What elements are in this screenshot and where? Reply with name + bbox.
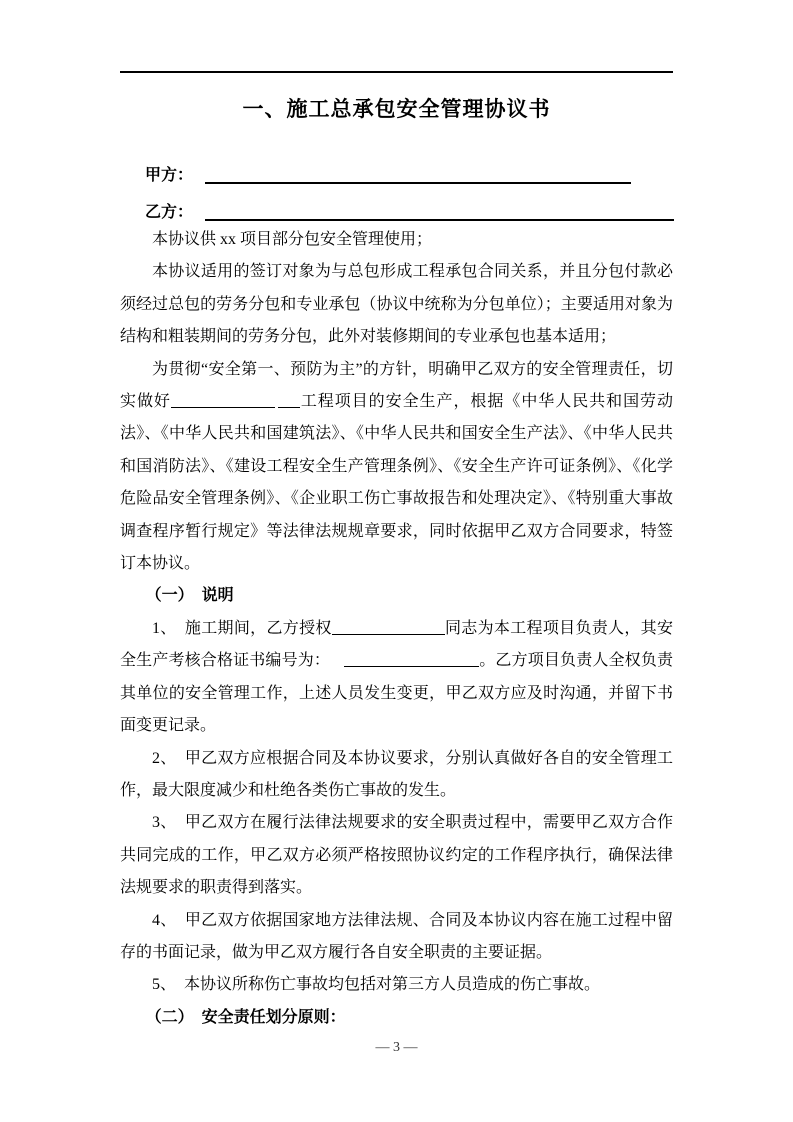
text-run: 4、 甲乙双方依据国家地方法律法规、合同及本协议内容在施工过程中留存的书面记录，做为甲乙双方履行各自安全职责的主要证据。	[120, 911, 673, 961]
paragraph	[120, 256, 673, 353]
paragraph	[120, 224, 673, 256]
text-run: 同志为本工程项目负责人，其安全生产考核合格证书编号为：	[120, 619, 673, 670]
text-run: 3、 甲乙双方在履行法律法规要求的安全职责过程中，需要甲乙双方合作共同完成的工作，甲乙双方必须严格按照协议约定的工作程序执行，确保法律法规要求的职责得到落实。	[120, 814, 673, 897]
paragraph	[120, 905, 673, 970]
section-heading	[120, 580, 673, 612]
party-a-label: 甲方：	[145, 167, 194, 184]
paragraph	[120, 743, 673, 808]
paragraph	[120, 969, 673, 1001]
paragraph	[120, 807, 673, 904]
text-run: 1、 施工期间，乙方授权	[152, 619, 332, 637]
fill-in-blank	[332, 618, 445, 635]
text-run: 本协议适用的签订对象为与总包形成工程承包合同关系，并且分包付款必须经过总包的劳务分包和专业承包（协议中统称为分包单位）；主要适用对象为结构和粗装期间的劳务分包，此外对装修期间的专业承包也基本适用；	[120, 263, 673, 346]
page-title: 一、施工总承包安全管理协议书	[242, 97, 551, 121]
text-run: （二） 安全责任划分原则：	[145, 1008, 346, 1026]
fill-in-blank	[278, 391, 300, 408]
party-a-row	[145, 162, 631, 185]
party-b-row	[145, 199, 674, 222]
fill-in-blank	[344, 650, 479, 667]
text-run: 为贯彻“安全第一、预防为主”的方针，明确甲乙双方的安全管理责任，切实做好	[120, 360, 673, 411]
party-b-label: 乙方：	[145, 204, 194, 221]
text-run: （一） 说明	[145, 587, 234, 605]
header-rule	[120, 71, 673, 73]
text-run: 5、 本协议所称伤亡事故均包括对第三方人员造成的伤亡事故。	[152, 976, 601, 994]
paragraph	[120, 613, 673, 743]
party-b-blank-line	[205, 203, 674, 221]
section-heading	[120, 1002, 673, 1034]
text-run: 工程项目的安全生产，根据《中华人民共和国劳动法》、《中华人民共和国建筑法》、《中华人民共和国安全生产法》、《中华人民共和国消防法》、《建设工程安全生产管理条例》、《安全生产许可证条例》、《化学危险品安全管理条例》、《企业职工伤亡事故报告和处理决定》、《特别重大事故调查程序暂行规定》等法律法规规章要求，同时依据甲乙双方合同要求，特签订本协议。	[120, 393, 673, 573]
party-a-blank-line	[205, 166, 631, 184]
text-run: 。乙方项目负责人全权负责其单位的安全管理工作，上述人员发生变更，甲乙双方应及时沟通，并留下书面变更记录。	[120, 652, 673, 735]
fill-in-blank	[171, 391, 275, 408]
document-body	[120, 224, 673, 1034]
page-number: — 3 —	[375, 1040, 418, 1055]
text-run: 本协议供 xx 项目部分包安全管理使用；	[152, 231, 433, 248]
text-run: 2、 甲乙双方应根据合同及本协议要求，分别认真做好各自的安全管理工作，最大限度减少和杜绝各类伤亡事故的发生。	[120, 749, 673, 799]
paragraph	[120, 354, 673, 581]
